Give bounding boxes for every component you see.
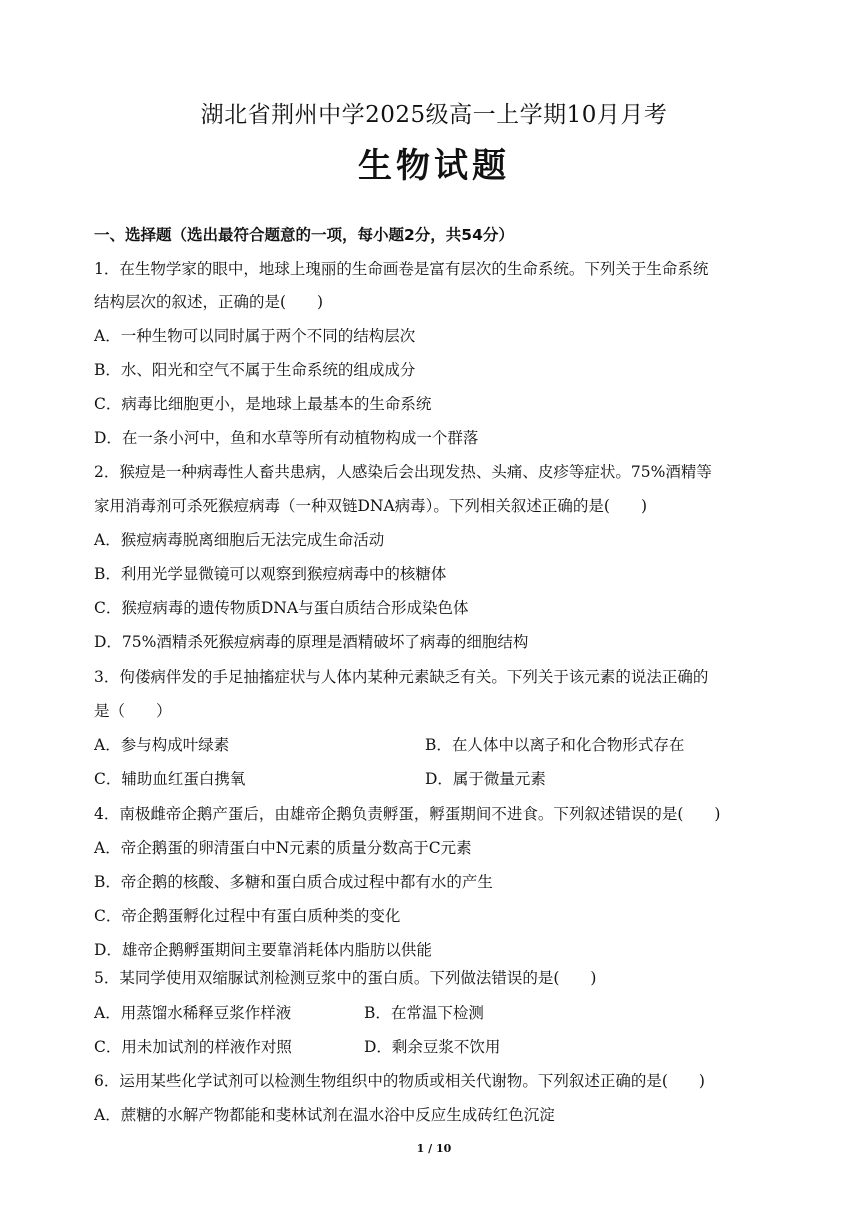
q1-stem-line1: 1．在生物学家的眼中，地球上瑰丽的生命画卷是富有层次的生命系统。下列关于生命系统	[94, 260, 709, 278]
exam-title: 湖北省荆州中学2025级高一上学期10月月考	[200, 102, 668, 128]
q3-option-c: C．辅助血红蛋白携氧	[94, 770, 246, 788]
q4-stem-line1: 4．南极雌帝企鹅产蛋后，由雄帝企鹅负责孵蛋，孵蛋期间不进食。下列叙述错误的是( )	[94, 805, 721, 823]
q3-option-a: A．参与构成叶绿素	[94, 736, 230, 754]
q2-option-a: A．猴痘病毒脱离细胞后无法完成生命活动	[94, 531, 385, 549]
q6-stem-line1: 6．运用某些化学试剂可以检测生物组织中的物质或相关代谢物。下列叙述正确的是( )	[94, 1072, 705, 1090]
q5-option-c: C．用未加试剂的样液作对照	[94, 1038, 292, 1056]
q2-option-b: B．利用光学显微镜可以观察到猴痘病毒中的核糖体	[94, 565, 447, 583]
q5-stem-line1: 5．某同学使用双缩脲试剂检测豆浆中的蛋白质。下列做法错误的是( )	[94, 969, 597, 987]
q4-option-c: C．帝企鹅蛋孵化过程中有蛋白质种类的变化	[94, 907, 401, 925]
q4-option-b: B．帝企鹅的核酸、多糖和蛋白质合成过程中都有水的产生	[94, 873, 493, 891]
q3-stem-line2: 是（ ）	[94, 702, 172, 720]
q2-stem-line1: 2．猴痘是一种病毒性人畜共患病，人感染后会出现发热、头痛、皮疹等症状。75%酒精等	[94, 463, 712, 481]
subject-title: 生物试题	[358, 146, 510, 186]
q6-option-a: A．蔗糖的水解产物都能和斐林试剂在温水浴中反应生成砖红色沉淀	[94, 1106, 555, 1124]
q4-option-d: D．雄帝企鹅孵蛋期间主要靠消耗体内脂肪以供能	[94, 941, 432, 959]
q2-option-d: D．75%酒精杀死猴痘病毒的原理是酒精破坏了病毒的细胞结构	[94, 633, 529, 651]
q1-option-a: A．一种生物可以同时属于两个不同的结构层次	[94, 327, 416, 345]
q5-option-b: B．在常温下检测	[364, 1004, 484, 1022]
q2-option-c: C．猴痘病毒的遗传物质DNA与蛋白质结合形成染色体	[94, 599, 469, 617]
q1-option-b: B．水、阳光和空气不属于生命系统的组成成分	[94, 361, 416, 379]
q4-option-a: A．帝企鹅蛋的卵清蛋白中N元素的质量分数高于C元素	[94, 839, 472, 857]
q5-option-a: A．用蒸馏水稀释豆浆作样液	[94, 1004, 292, 1022]
section-heading: 一、选择题（选出最符合题意的一项，每小题2分，共54分）	[94, 226, 514, 244]
q1-option-c: C．病毒比细胞更小，是地球上最基本的生命系统	[94, 395, 432, 413]
q5-option-d: D．剩余豆浆不饮用	[364, 1038, 501, 1056]
page-number: 1 / 10	[416, 1142, 452, 1155]
q3-option-b: B．在人体中以离子和化合物形式存在	[425, 736, 685, 754]
q1-option-d: D．在一条小河中，鱼和水草等所有动植物构成一个群落	[94, 429, 479, 447]
q3-option-d: D．属于微量元素	[425, 770, 546, 788]
q3-stem-line1: 3．佝偻病伴发的手足抽搐症状与人体内某种元素缺乏有关。下列关于该元素的说法正确的	[94, 668, 709, 686]
q2-stem-line2: 家用消毒剂可杀死猴痘病毒（一种双链DNA病毒）。下列相关叙述正确的是( )	[94, 497, 648, 515]
q1-stem-line2: 结构层次的叙述，正确的是( )	[94, 293, 324, 311]
